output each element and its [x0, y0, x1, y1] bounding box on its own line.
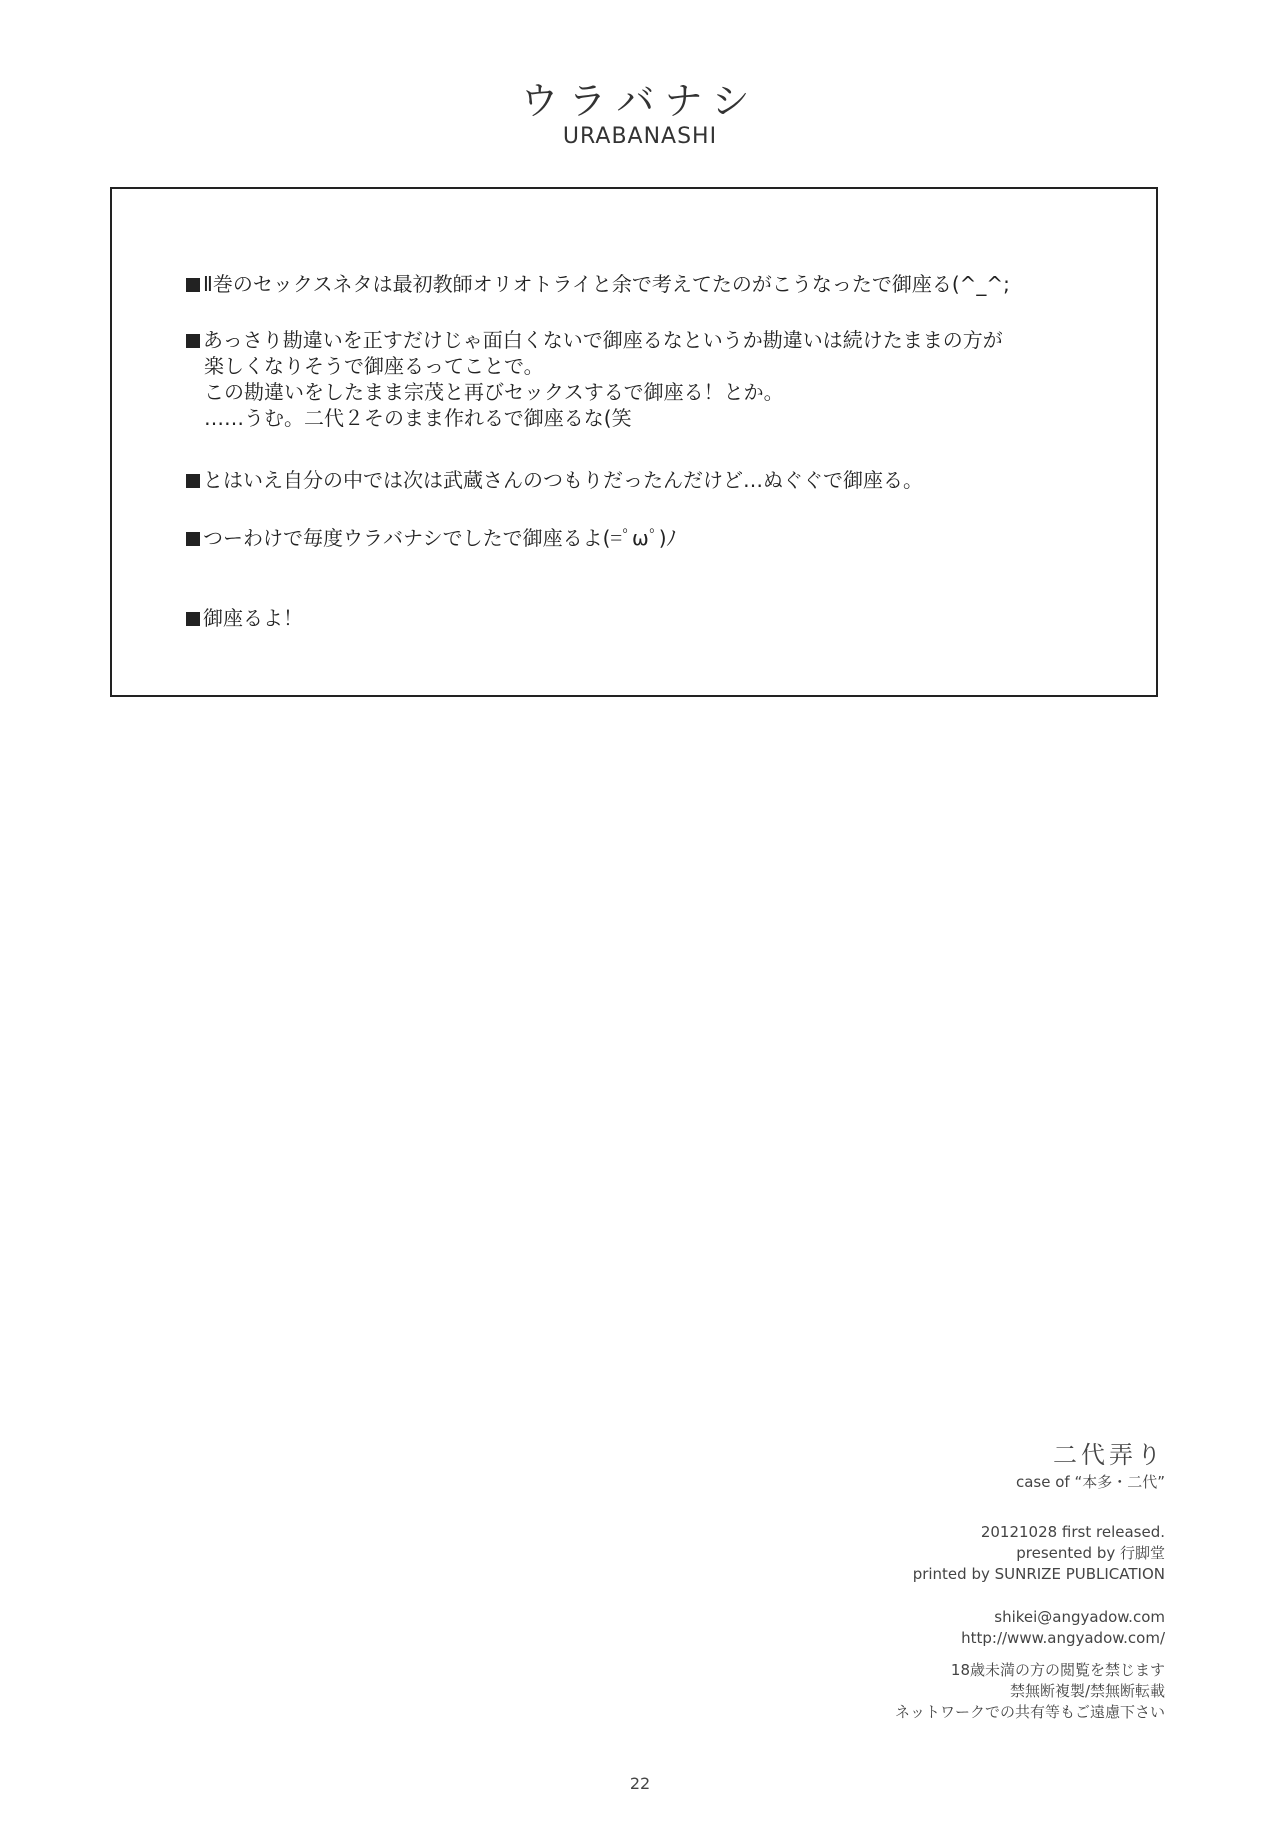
contact-email: shikei@angyadow.com	[994, 1608, 1165, 1626]
page-title: ウラバナシ	[520, 79, 760, 123]
notice-line: ネットワークでの共有等もご遠慮下さい	[894, 1703, 1165, 1721]
note-line: とはいえ自分の中では次は武蔵さんのつもりだったんだけど…ぬぐぐで御座る。	[203, 468, 923, 492]
notice-line: 18歳未満の方の閲覧を禁じます	[950, 1661, 1165, 1679]
release-line: printed by SUNRIZE PUBLICATION	[912, 1565, 1165, 1583]
note-line: 御座るよ！	[203, 606, 303, 630]
square-bullet-icon	[186, 334, 200, 348]
square-bullet-icon	[186, 612, 200, 626]
release-line: 20121028 first released.	[980, 1523, 1165, 1541]
note-item	[186, 525, 677, 551]
page-number: 22	[629, 1774, 651, 1793]
note-line: ……うむ。二代２そのまま作れるで御座るな(笑	[204, 406, 632, 430]
notice-line: 禁無断複製/禁無断転載	[1009, 1682, 1165, 1700]
note-line: つーわけで毎度ウラバナシでしたで御座るよ(=ﾟωﾟ)ﾉ	[203, 526, 677, 550]
note-line: この勘違いをしたまま宗茂と再びセックスするで御座る！とか。	[204, 380, 784, 404]
note-item	[186, 327, 1003, 431]
contact-url: http://www.angyadow.com/	[961, 1629, 1165, 1647]
note-item	[186, 467, 923, 493]
square-bullet-icon	[186, 532, 200, 546]
note-line: 楽しくなりそうで御座るってことで。	[204, 354, 544, 378]
square-bullet-icon	[186, 474, 200, 488]
release-line: presented by 行脚堂	[1016, 1544, 1165, 1562]
page-header	[0, 78, 1280, 150]
note-item	[186, 271, 1010, 297]
note-line: Ⅱ巻のセックスネタは最初教師オリオトライと余で考えてたのがこうなったで御座る(^_^;	[203, 272, 1010, 296]
colophon-subtitle: case of “本多・二代”	[1015, 1473, 1165, 1491]
note-line: あっさり勘違いを正すだけじゃ面白くないで御座るなというか勘違いは続けたままの方が	[203, 328, 1003, 352]
square-bullet-icon	[186, 278, 200, 292]
colophon-title: 二代弄り	[1053, 1441, 1165, 1469]
note-item	[186, 605, 303, 631]
notes-box	[110, 187, 1158, 697]
page-subtitle: URABANASHI	[562, 124, 718, 149]
